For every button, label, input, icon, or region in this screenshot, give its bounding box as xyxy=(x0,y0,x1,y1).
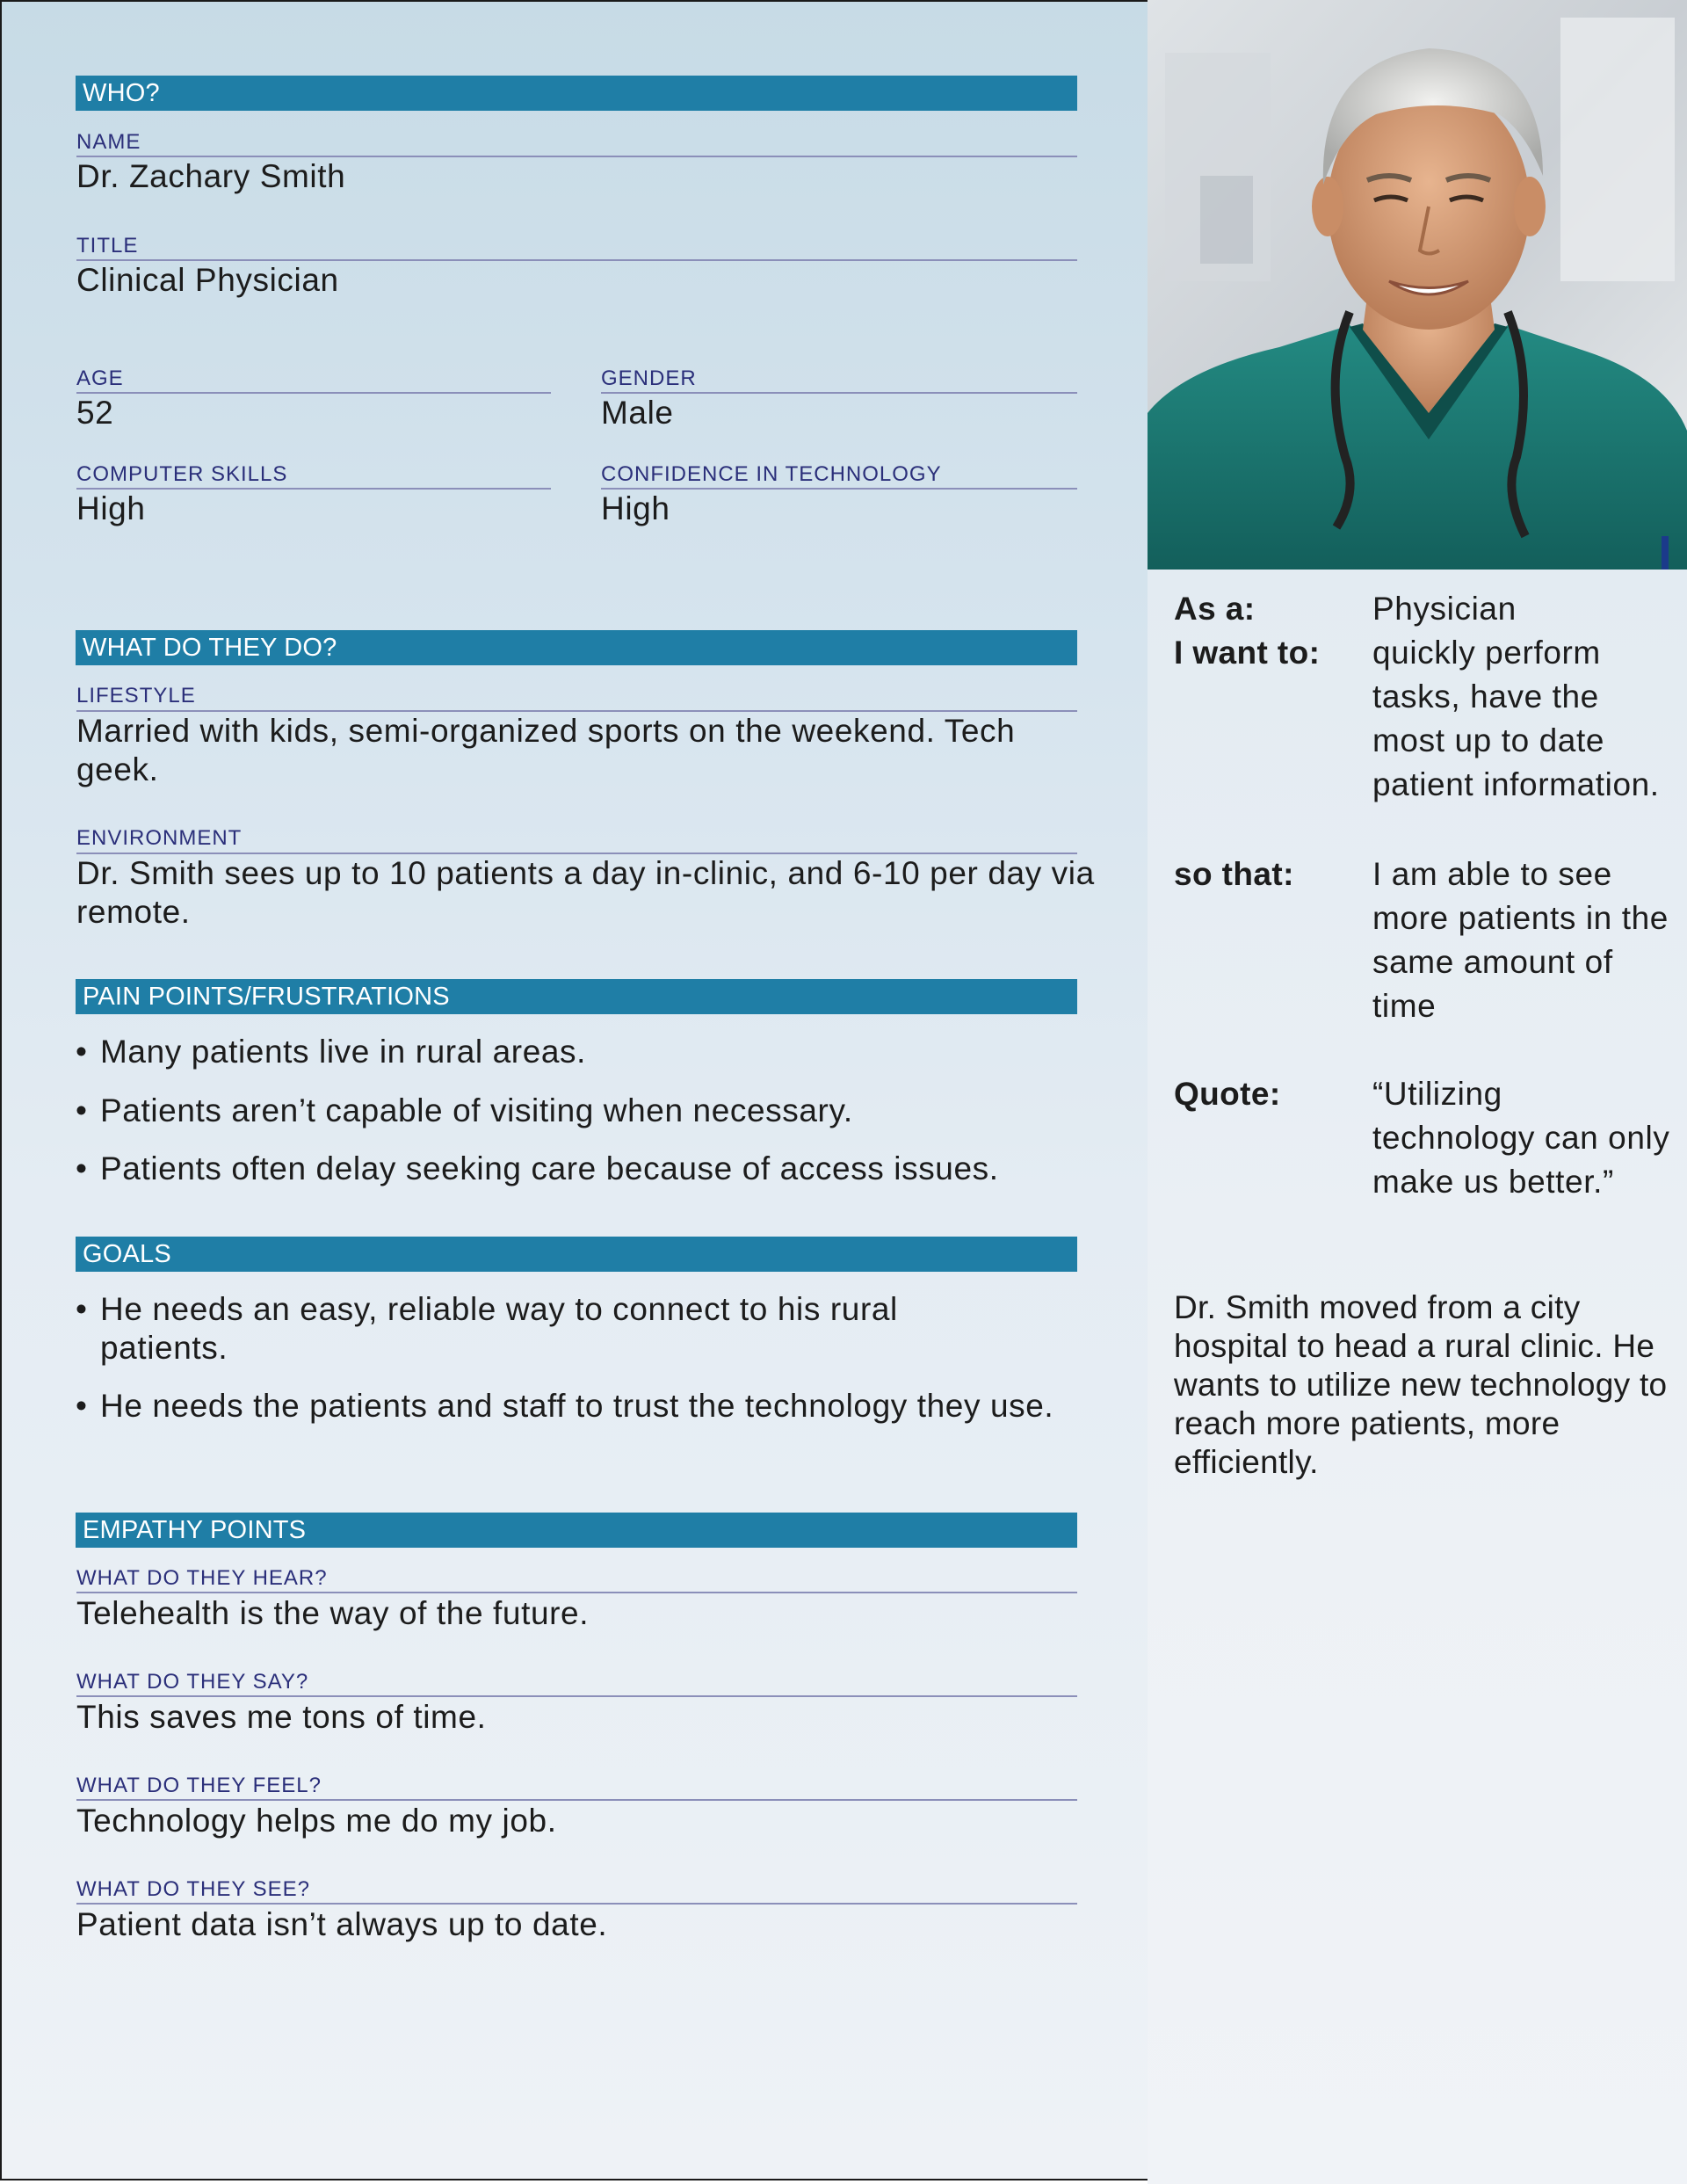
confidence-value: High xyxy=(601,490,670,526)
so-that-label: so that: xyxy=(1174,856,1294,892)
hear-value: Telehealth is the way of the future. xyxy=(76,1595,590,1631)
list-item-text: Patients often delay seeking care because of access issues. xyxy=(100,1150,999,1186)
environment-value: Dr. Smith sees up to 10 patients a day in-clinic, and 6-10 per day via remote. xyxy=(76,855,1095,930)
name-label: NAME xyxy=(76,130,141,154)
list-item: • Patients often delay seeking care because of access issues. xyxy=(76,1150,999,1186)
list-item: • He needs the patients and staff to trust the technology they use. xyxy=(76,1388,1054,1424)
age-value: 52 xyxy=(76,395,114,431)
user-story-panel xyxy=(1148,570,1687,2184)
gender-value: Male xyxy=(601,395,674,431)
list-item-text: Many patients live in rural areas. xyxy=(100,1034,587,1070)
feel-label: WHAT DO THEY FEEL? xyxy=(76,1774,322,1797)
quote-value: “Utilizing technology can only make us better.” xyxy=(1372,1076,1670,1200)
quote-label: Quote: xyxy=(1174,1076,1281,1112)
as-a-label: As a: xyxy=(1174,591,1256,627)
list-item: • Many patients live in rural areas. xyxy=(76,1034,587,1070)
name-value: Dr. Zachary Smith xyxy=(76,158,346,194)
environment-label: ENVIRONMENT xyxy=(76,826,243,850)
title-value: Clinical Physician xyxy=(76,262,339,298)
gender-label: GENDER xyxy=(601,366,697,390)
confidence-label: CONFIDENCE IN TECHNOLOGY xyxy=(601,462,942,486)
persona-photo xyxy=(1148,0,1687,570)
section-header-pain-points: PAIN POINTS/FRUSTRATIONS xyxy=(76,979,1077,1014)
section-header-goals: GOALS xyxy=(76,1237,1077,1272)
i-want-to-value: quickly perform tasks, have the most up to date patient information. xyxy=(1372,635,1660,802)
so-that-value: I am able to see more patients in the same amount of time xyxy=(1372,856,1669,1024)
list-item: • Patients aren’t capable of visiting when necessary. xyxy=(76,1092,853,1128)
i-want-to-label: I want to: xyxy=(1174,635,1321,671)
feel-value: Technology helps me do my job. xyxy=(76,1803,557,1839)
section-header-who: WHO? xyxy=(76,76,1077,111)
list-item-text: He needs the patients and staff to trust the technology they use. xyxy=(100,1388,1054,1424)
see-value: Patient data isn’t always up to date. xyxy=(76,1906,608,1942)
list-item: • He needs an easy, reliable way to connect to his rural patients. xyxy=(76,1291,898,1366)
computer-skills-value: High xyxy=(76,490,146,526)
hear-label: WHAT DO THEY HEAR? xyxy=(76,1566,328,1590)
title-label: TITLE xyxy=(76,234,139,258)
divider xyxy=(76,488,551,490)
computer-skills-label: COMPUTER SKILLS xyxy=(76,462,288,486)
section-header-what-they-do: WHAT DO THEY DO? xyxy=(76,630,1077,665)
divider xyxy=(76,1903,1077,1905)
divider xyxy=(76,392,551,394)
section-header-empathy-points: EMPATHY POINTS xyxy=(76,1513,1077,1548)
as-a-value: Physician xyxy=(1372,591,1517,627)
lifestyle-value: Married with kids, semi-organized sports on the weekend. Tech geek. xyxy=(76,713,1016,787)
divider xyxy=(76,1592,1077,1593)
list-item-text: He needs an easy, reliable way to connect to his rural patients. xyxy=(100,1291,898,1366)
say-value: This saves me tons of time. xyxy=(76,1699,487,1735)
divider xyxy=(76,1695,1077,1697)
lifestyle-label: LIFESTYLE xyxy=(76,684,196,707)
age-label: AGE xyxy=(76,366,124,390)
persona-bio: Dr. Smith moved from a city hospital to head a rural clinic. He wants to utilize new technology to reach more patients, more efficiently. xyxy=(1174,1289,1668,1480)
list-item-text: Patients aren’t capable of visiting when necessary. xyxy=(100,1092,853,1128)
say-label: WHAT DO THEY SAY? xyxy=(76,1670,309,1694)
see-label: WHAT DO THEY SEE? xyxy=(76,1877,310,1901)
divider xyxy=(601,488,1077,490)
divider xyxy=(76,1799,1077,1801)
